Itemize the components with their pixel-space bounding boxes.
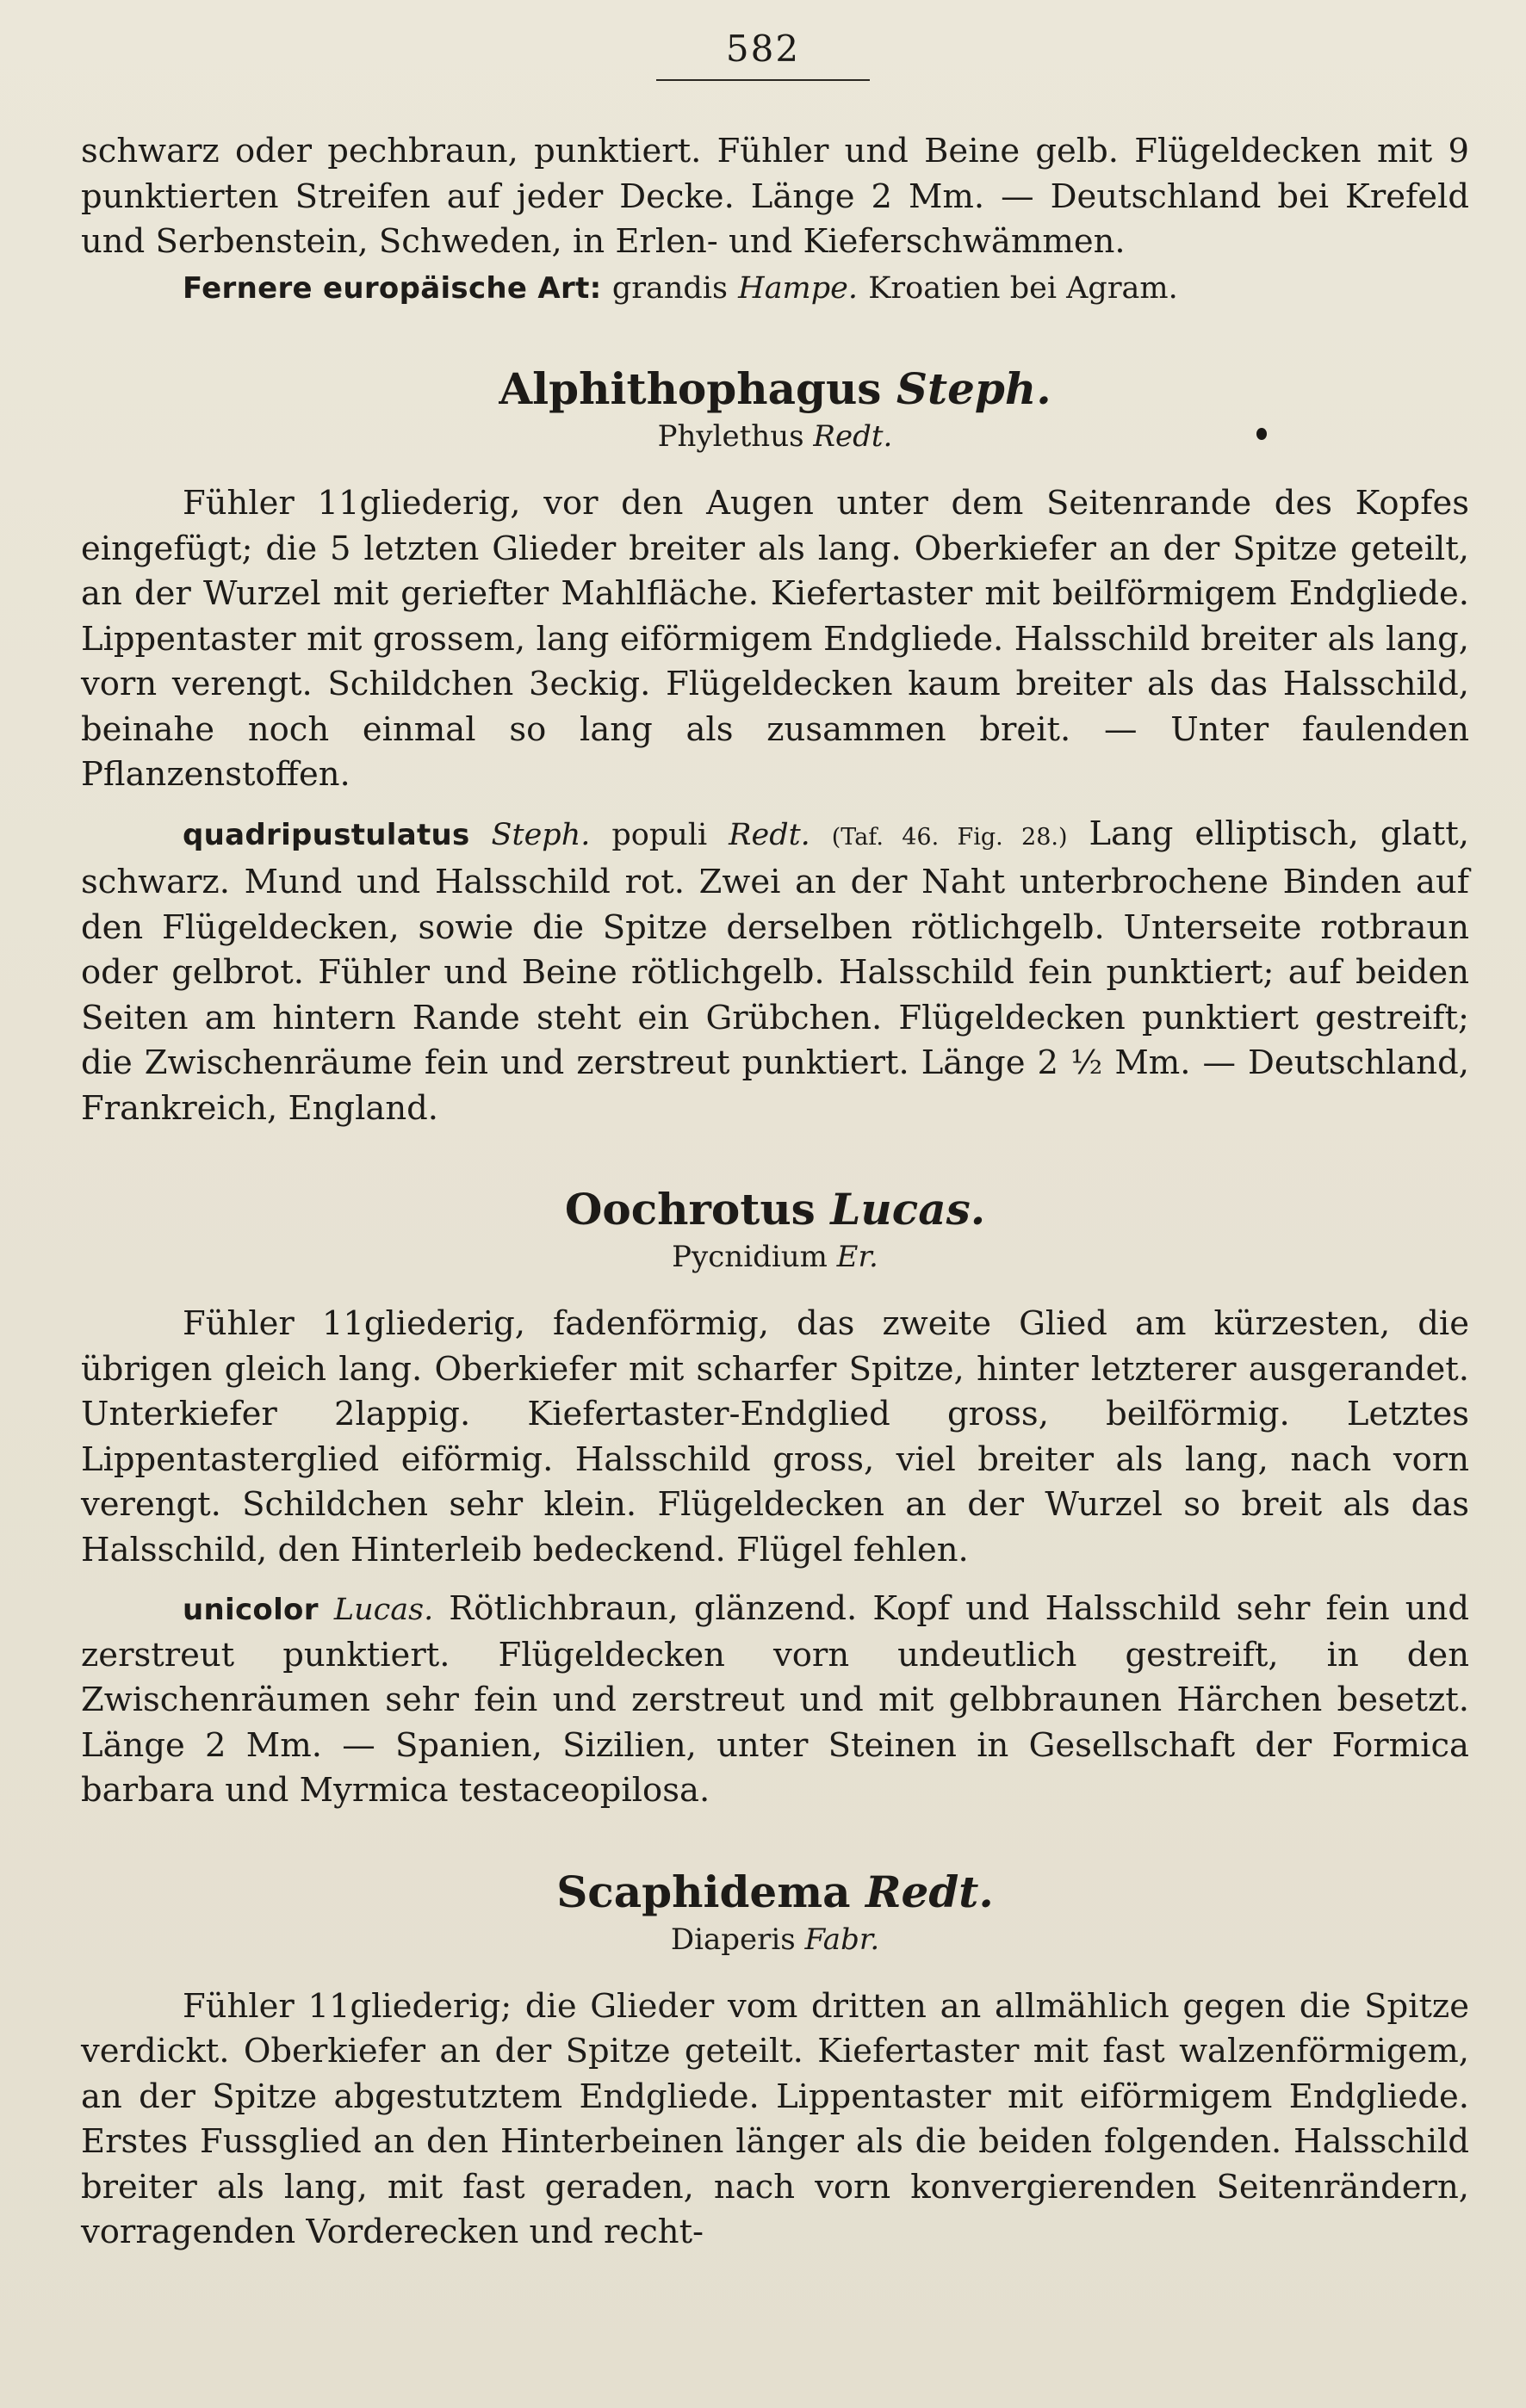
further-species-label: Fernere europäische Art: [183,270,602,306]
species-author: Steph. [491,817,591,852]
species-name: quadripustulatus [183,817,470,852]
species-description: Rötlichbraun, glänzend. Kopf und Halsschild sehr fein und zerstreut punktiert. Flügeldecken vorn undeutlich gestreift, in den Zwischenräumen sehr fein und zerstreut und mit gelbbraunen Härchen besetzt. Länge 2 Mm. — Spanien, Sizilien, unter Steinen in Gesellschaft der Formica barbara und Myrmica testaceopilosa. [81,1589,1469,1810]
further-species-author: Hampe. [738,270,858,306]
genus-heading [81,1183,1469,1236]
species-name: unicolor [183,1593,319,1627]
genus-heading [81,1866,1469,1919]
genus-section-scaphidema [81,1866,1469,2256]
genus-section-oochrotus [81,1183,1469,1814]
genus-author: Steph. [896,363,1051,414]
genus-description: Fühler 11gliederig, vor den Augen unter dem Seitenrande des Kopfes eingefügt; die 5 letzten Glieder breiter als lang. Oberkiefer an der Spitze geteilt, an der Wurzel mit geriefter Mahlfläche. Kiefertaster mit beilförmigem Endgliede. Lippentaster mit grossem, lang eiförmigem Endgliede. Halsschild breiter als lang, vorn verengt. Schildchen 3eckig. Flügeldecken kaum breiter als das Halsschild, beinahe noch einmal so lang als zusammen breit. — Unter faulenden Pflanzenstoffen. [81,484,1469,794]
further-species-line [81,265,1469,312]
species-paragraph [81,812,1469,1132]
genus-name: Alphithophagus [499,363,882,414]
species-synonym-author: Redt. [729,817,810,852]
genus-description: Fühler 11gliederig, fadenförmig, das zweite Glied am kürzesten, die übrigen gleich lang. Oberkiefer mit scharfer Spitze, hinter letzterer ausgerandet. Unterkiefer 2lappig. Kiefertaster-Endglied gross, beilförmig. Letztes Lippentasterglied eiförmig. Halsschild gross, viel breiter als lang, nach vorn verengt. Schildchen sehr klein. Flügeldecken an der Wurzel so breit als das Halsschild, den Hinterleib bedeckend. Flügel fehlen. [81,1304,1469,1569]
header-rule [656,79,870,81]
species-author: Lucas. [333,1593,434,1627]
synonym-author: Redt. [813,419,893,454]
genus-author: Redt. [865,1866,994,1917]
plate-reference: (Taf. 46. Fig. 28.) [831,823,1068,851]
genus-synonym [81,1236,1469,1278]
species-synonym: populi [611,817,708,852]
genus-synonym [81,416,1469,457]
synonym-name: Diaperis [670,1922,796,1957]
genus-author: Lucas. [830,1184,986,1235]
synonym-author: Fabr. [804,1922,880,1957]
synonym-name: Pycnidium [672,1240,828,1274]
species-description: Lang elliptisch, glatt, schwarz. Mund und Halsschild rot. Zwei an der Naht unterbrochene Binden auf den Flügeldecken, sowie die Spitze derselben rötlichgelb. Unterseite rotbraun oder gelbrot. Fühler und Beine rötlichgelb. Halsschild fein punktiert; auf beiden Seiten am hintern Rande steht ein Grübchen. Flügeldecken punktiert gestreift; die Zwischenräume fein und zerstreut punktiert. Länge 2 ½ Mm. — Deutschland, Frankreich, England. [81,814,1469,1128]
genus-description: Fühler 11gliederig; die Glieder vom dritten an allmählich gegen die Spitze verdickt. Oberkiefer an der Spitze geteilt. Kiefertaster mit fast walzenförmigem, an der Spitze abgestutztem Endgliede. Lippentaster mit eiförmigem Endgliede. Erstes Fussglied an den Hinterbeinen länger als die beiden folgenden. Halsschild breiter als lang, mit fast geraden, nach vorn konvergierenden Seitenrändern, vorragenden Vorderecken und recht- [81,1986,1469,2251]
synonym-author: Er. [836,1240,878,1274]
genus-name: Oochrotus [564,1184,816,1235]
page-number: 582 [725,28,801,70]
intro-paragraph: schwarz oder pechbraun, punktiert. Fühler und Beine gelb. Flügeldecken mit 9 punktierten Streifen auf jeder Decke. Länge 2 Mm. — Deutschland bei Krefeld und Serbenstein, Schweden, in Erlen- und Kieferschwämmen. [81,132,1469,261]
further-species-name: grandis [611,270,728,306]
synonym-name: Phylethus [657,419,804,454]
further-species-locality: Kroatien bei Agram. [868,270,1178,306]
genus-section-alphithophagus [81,362,1469,1131]
page-content [81,129,1469,2256]
species-paragraph [81,1587,1469,1814]
genus-heading [81,362,1469,416]
genus-name: Scaphidema [556,1866,851,1917]
genus-synonym [81,1919,1469,1960]
